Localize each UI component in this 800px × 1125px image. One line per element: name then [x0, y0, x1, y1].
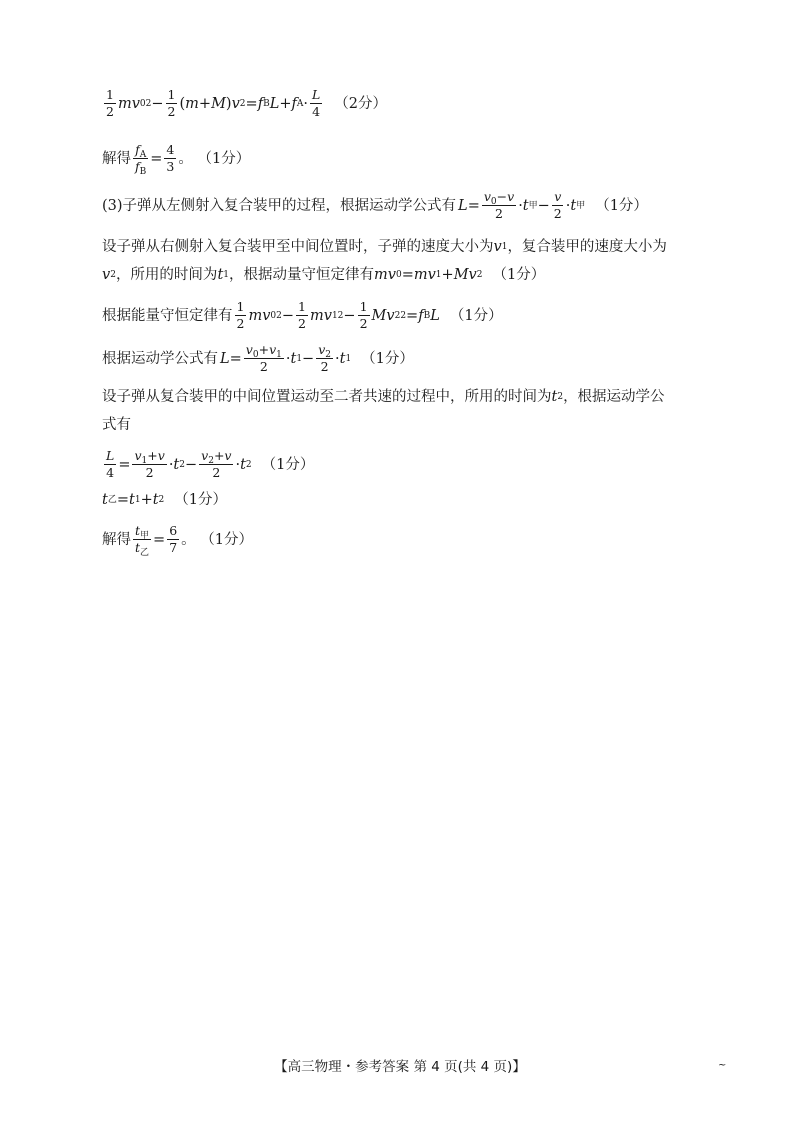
score-label: （1分） [595, 197, 648, 214]
score-label: （2分） [334, 95, 388, 112]
momentum-conservation: v 2 ，所用的时间为 t 1 ，根据动量守恒定律有 m v 0 = m v 1 + M v 2 （1分） [102, 267, 546, 283]
result-prefix: 解得 [102, 150, 131, 167]
energy-equation-1: $\frac{1}{2}$ m v 0 2 − $\frac{1}{2}$ ( m + M ) v 2 = f B L + f A · $\frac{L}{4}$ （2分） [106, 87, 388, 120]
kinematics-t2: $\frac{L}{4}$ = $\frac{v_1+v}{2}$ · t 2 − $\frac{v_2+v}{2}$ · t 2 （1分） [106, 448, 315, 481]
energy-conservation: 根据能量守恒定律有 $\frac{1}{2}$ m v 0 2 − $\frac{1}{2}$ m v 1 2 − $\frac{1}{2}$ M v 2 2 = f B L （1分） [102, 299, 503, 332]
score-label: （1分） [261, 456, 315, 473]
page-footer: 【高三物理・参考答案 第 4 页(共 4 页)】 [274, 1059, 526, 1075]
score-label: （1分） [449, 307, 503, 324]
common-velocity-setup: 设子弹从复合装甲的中间位置运动至二者共速的过程中，所用的时间为 t 2 ，根据运动学公 [102, 389, 665, 405]
kinematics-t1: 根据运动学公式有 L = $\frac{v_0+v_1}{2}$ · t 1 − $\frac{v_2}{2}$ · t 1 （1分） [102, 342, 414, 375]
common-velocity-setup-cont: 式有 [102, 417, 131, 433]
result-ratio-t: 解得 $\frac{t_甲}{t_乙}$ = $\frac{6}{7}$ 。 （1分） [102, 523, 253, 559]
score-label: （1分） [174, 492, 228, 508]
part3-kinematics: (3)子弹从左侧射入复合装甲的过程，根据运动学公式有 L = $\frac{v_0-v}{2}$ · t 甲 − $\frac{v}{2}$ · t 甲 （1分） [102, 189, 648, 222]
part3-text: (3)子弹从左侧射入复合装甲的过程，根据运动学公式有 [102, 197, 457, 214]
result-ratio-f: 解得 $\frac{f_A}{f_B}$ = $\frac{4}{3}$ 。 （1分） [102, 142, 251, 178]
score-label: 。 （1分） [181, 531, 253, 548]
right-side-setup: 设子弹从右侧射入复合装甲至中间位置时，子弹的速度大小为 v 1 ，复合装甲的速度大小为 [102, 239, 667, 255]
score-label: 。 （1分） [178, 150, 251, 167]
score-label: （1分） [361, 350, 414, 367]
score-label: （1分） [492, 267, 546, 283]
corner-mark: ~ [718, 1060, 727, 1071]
time-sum: t 乙 = t 1 + t 2 （1分） [102, 492, 228, 508]
